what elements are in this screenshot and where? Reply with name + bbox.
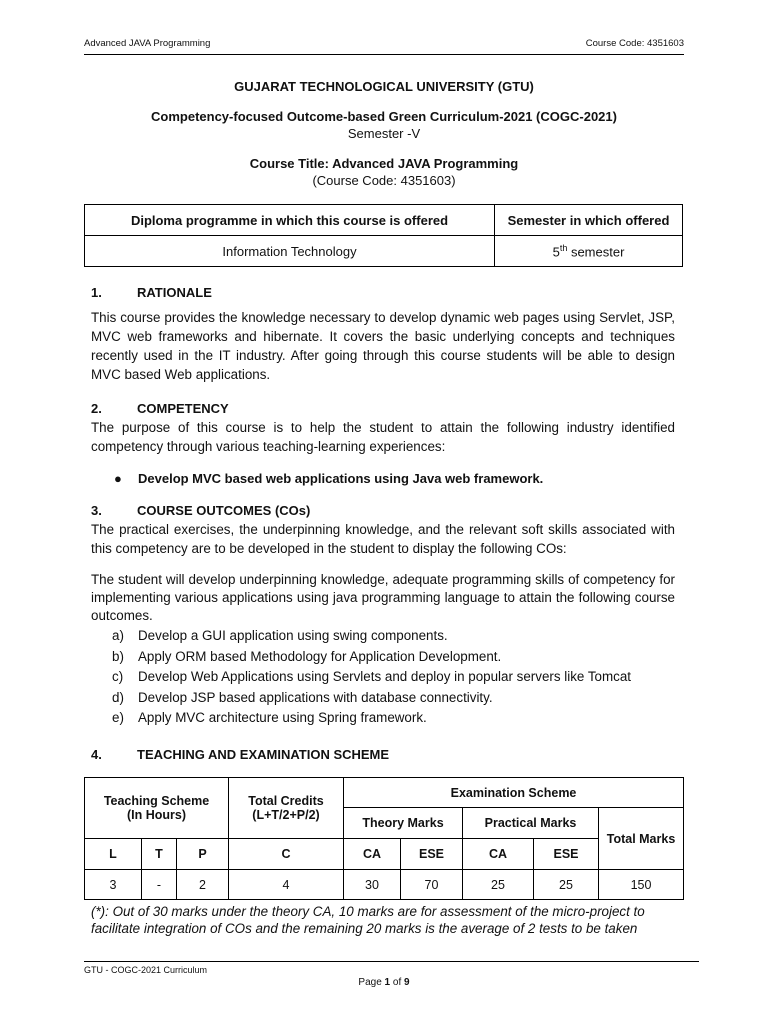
table-cell: CA: [344, 839, 401, 870]
semester-value: 5th semester: [495, 236, 683, 267]
teaching-scheme-header: Teaching Scheme (In Hours): [85, 778, 229, 839]
theory-marks-header: Theory Marks: [344, 808, 463, 839]
exam-scheme-header: Examination Scheme: [344, 778, 684, 808]
semester-header: Semester in which offered: [495, 205, 683, 236]
rationale-text: This course provides the knowledge necessary to develop dynamic web pages using Servlet, JSP, MVC web frameworks and hibernate. It covers the basic underlying concepts and techniques recently used in the IT industry. After going through this course students will be able to design MVC based Web applications.: [91, 310, 675, 382]
page-header: [84, 38, 684, 52]
table-cell: ESE: [401, 839, 463, 870]
course-title: Course Title: Advanced JAVA Programming: [249, 155, 519, 171]
competency-bullet: ● Develop MVC based web applications using Java web framework.: [114, 471, 544, 486]
section-heading-scheme: 4. TEACHING AND EXAMINATION SCHEME: [91, 747, 390, 762]
title-block: [84, 78, 684, 190]
scheme-table: [84, 777, 684, 900]
footer-divider: [84, 961, 699, 962]
table-cell: CA: [463, 839, 534, 870]
programme-value: Information Technology: [85, 236, 495, 267]
section-heading-competency: 2. COMPETENCY: [91, 401, 229, 416]
header-course-name: Advanced JAVA Programming: [84, 38, 211, 49]
table-cell: 70: [401, 870, 463, 900]
header-course-code: Course Code: 4351603: [585, 38, 684, 49]
table-cell: ESE: [534, 839, 599, 870]
table-cell: 2: [177, 870, 229, 900]
outcomes-text: The student will develop underpinning knowledge, adequate programming skills of competency for implementing various applications using java programming language to attain the following course outcomes.: [91, 572, 675, 623]
practical-marks-header: Practical Marks: [463, 808, 599, 839]
section-heading-rationale: 1. RATIONALE: [91, 285, 212, 300]
list-item: a) Develop a GUI application using swing components.: [112, 628, 448, 643]
table-cell: 150: [599, 870, 684, 900]
outcomes-intro: The practical exercises, the underpinning knowledge, and the relevant soft skills associated with this competency are to be developed in the student to display the following COs:: [91, 522, 675, 556]
table-cell: -: [142, 870, 177, 900]
table-cell: C: [229, 839, 344, 870]
university-name: GUJARAT TECHNOLOGICAL UNIVERSITY (GTU): [234, 79, 534, 94]
table-row: [85, 870, 684, 900]
competency-text: The purpose of this course is to help the student to attain the following industry identified competency through various teaching-learning experiences:: [91, 420, 675, 454]
table-cell: 30: [344, 870, 401, 900]
list-item: b) Apply ORM based Methodology for Application Development.: [112, 648, 502, 664]
list-item: d) Develop JSP based applications with database connectivity.: [112, 689, 493, 705]
table-cell: 25: [463, 870, 534, 900]
table-cell: L: [85, 839, 142, 870]
semester-label: Semester -V: [347, 126, 421, 141]
table-cell: 25: [534, 870, 599, 900]
marks-note: (*): Out of 30 marks under the theory CA, 10 marks are for assessment of the micro-project to facilitate integration of COs and the remaining 20 marks is the average of 2 tests to be taken: [91, 904, 645, 936]
list-item: c) Develop Web Applications using Servlets and deploy in popular servers like Tomcat: [112, 669, 631, 684]
page-number: Page 1 of 9: [358, 977, 410, 988]
header-divider: [84, 54, 684, 55]
total-marks-header: Total Marks: [599, 808, 684, 870]
table-cell: P: [177, 839, 229, 870]
table-cell: 3: [85, 870, 142, 900]
programme-table: [84, 204, 683, 267]
programme-header: Diploma programme in which this course is offered: [85, 205, 495, 236]
credits-header: Total Credits (L+T/2+P/2): [229, 778, 344, 839]
course-code: (Course Code: 4351603): [312, 173, 456, 188]
table-cell: 4: [229, 870, 344, 900]
curriculum-name: Competency-focused Outcome-based Green Curriculum-2021 (COGC-2021): [151, 108, 617, 124]
list-item: e) Apply MVC architecture using Spring framework.: [112, 710, 427, 725]
section-heading-outcomes: 3. COURSE OUTCOMES (COs): [91, 503, 311, 518]
table-cell: T: [142, 839, 177, 870]
footer-curriculum: GTU - COGC-2021 Curriculum: [84, 965, 208, 975]
course-outcomes-list: [112, 626, 631, 729]
